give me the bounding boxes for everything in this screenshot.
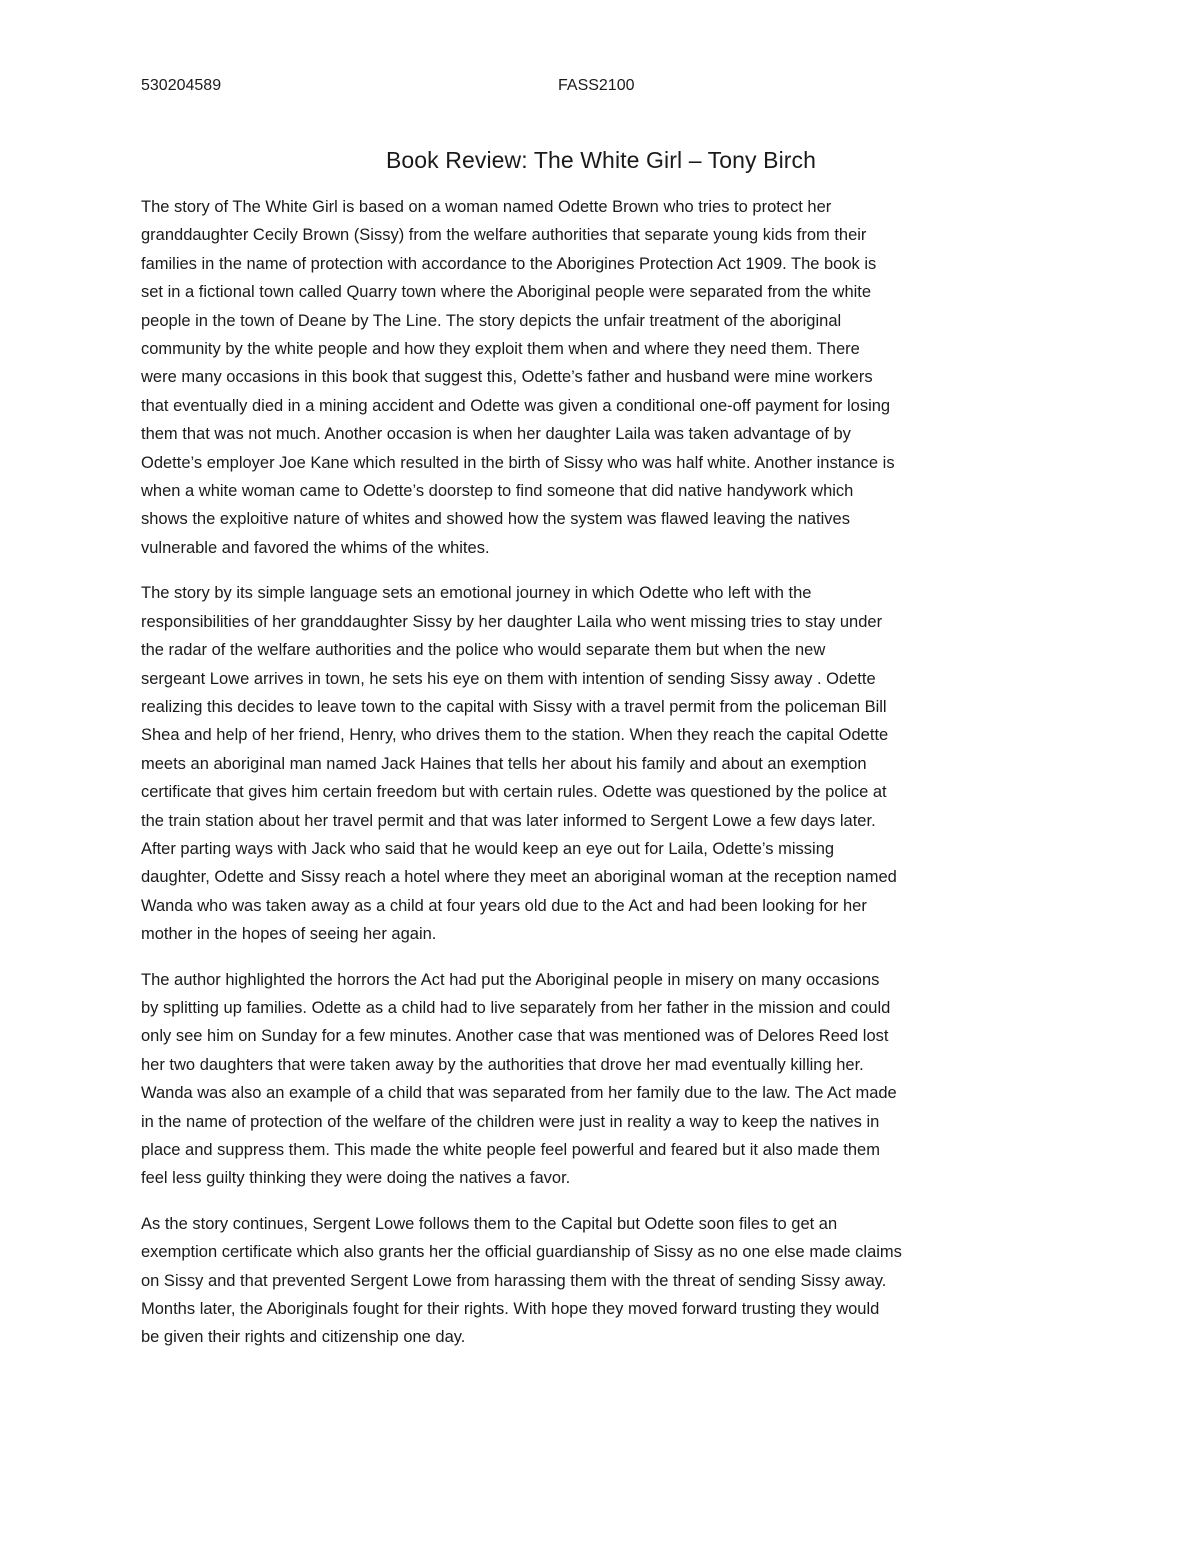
course-code: FASS2100 — [558, 77, 635, 94]
text-line: people in the town of Deane by The Line. The story depicts the unfair treatment of the aboriginal — [141, 311, 842, 330]
text-line: The story by its simple language sets an emotional journey in which Odette who left with the — [141, 584, 812, 603]
text-line: vulnerable and favored the whims of the whites. — [141, 538, 490, 557]
text-line: certificate that gives him certain freedom but with certain rules. Odette was questioned by the police at — [141, 783, 887, 802]
text-line: After parting ways with Jack who said that he would keep an eye out for Laila, Odette’s missing — [141, 839, 835, 858]
body-paragraph — [141, 579, 1061, 948]
text-line: the radar of the welfare authorities and the police who would separate them but when the new — [141, 641, 826, 660]
text-line: only see him on Sunday for a few minutes. Another case that was mentioned was of Delores Reed lost — [141, 1027, 889, 1046]
text-line: her two daughters that were taken away by the authorities that drove her mad eventually killing her. — [141, 1055, 864, 1074]
text-line: Odette’s employer Joe Kane which resulted in the birth of Sissy who was half white. Another instance is — [141, 453, 895, 472]
text-line: Wanda was also an example of a child that was separated from her family due to the law. The Act made — [141, 1084, 897, 1103]
text-line: community by the white people and how they exploit them when and where they need them. There — [141, 340, 860, 359]
text-line: exemption certificate which also grants her the official guardianship of Sissy as no one else made claims — [141, 1243, 902, 1262]
text-line: families in the name of protection with accordance to the Aborigines Protection Act 1909. The book is — [141, 254, 877, 273]
page-header — [141, 75, 1061, 97]
text-line: responsibilities of her granddaughter Sissy by her daughter Laila who went missing tries to stay under — [141, 612, 883, 631]
text-line: in the name of protection of the welfare of the children were just in reality a way to keep the natives in — [141, 1112, 880, 1131]
text-line: sergeant Lowe arrives in town, he sets his eye on them with intention of sending Sissy away . Odette — [141, 669, 876, 688]
text-line: were many occasions in this book that suggest this, Odette’s father and husband were mine workers — [141, 368, 873, 387]
body-paragraph — [141, 1210, 1061, 1352]
text-line: the train station about her travel permit and that was later informed to Sergent Lowe a few days later. — [141, 811, 876, 830]
text-line: The author highlighted the horrors the Act had put the Aboriginal people in misery on many occasions — [141, 970, 880, 989]
text-line: that eventually died in a mining accident and Odette was given a conditional one-off payment for losing — [141, 396, 891, 415]
text-line: by splitting up families. Odette as a child had to live separately from her father in the mission and could — [141, 998, 891, 1017]
text-line: them that was not much. Another occasion is when her daughter Laila was taken advantage of by — [141, 425, 851, 444]
text-line: mother in the hopes of seeing her again. — [141, 925, 437, 944]
text-line: shows the exploitive nature of whites and showed how the system was flawed leaving the natives — [141, 510, 850, 529]
text-line: set in a fictional town called Quarry town where the Aboriginal people were separated from the white — [141, 283, 872, 302]
document-body — [141, 193, 1061, 1369]
text-line: Months later, the Aboriginals fought for their rights. With hope they moved forward trusting they would — [141, 1300, 880, 1319]
text-line: feel less guilty thinking they were doing the natives a favor. — [141, 1169, 571, 1188]
text-line: when a white woman came to Odette’s doorstep to find someone that did native handywork which — [141, 482, 854, 501]
text-line: Shea and help of her friend, Henry, who drives them to the station. When they reach the capital Odette — [141, 726, 889, 745]
text-line: realizing this decides to leave town to the capital with Sissy with a travel permit from the policeman Bill — [141, 697, 887, 716]
body-paragraph — [141, 966, 1061, 1193]
student-id: 530204589 — [141, 77, 222, 94]
text-line: place and suppress them. This made the white people feel powerful and feared but it also made them — [141, 1141, 880, 1159]
text-line: The story of The White Girl is based on a woman named Odette Brown who tries to protect her — [141, 198, 832, 216]
body-paragraph — [141, 193, 1061, 562]
text-line: Wanda who was taken away as a child at four years old due to the Act and had been looking for her — [141, 896, 867, 915]
text-line: daughter, Odette and Sissy reach a hotel where they meet an aboriginal woman at the reception named — [141, 868, 897, 887]
text-line: meets an aboriginal man named Jack Haines that tells her about his family and about an exemption — [141, 754, 867, 773]
document-title: Book Review: The White Girl – Tony Birch — [385, 147, 817, 173]
text-line: As the story continues, Sergent Lowe follows them to the Capital but Odette soon files to get an — [141, 1214, 838, 1233]
text-line: be given their rights and citizenship one day. — [141, 1328, 466, 1347]
text-line: on Sissy and that prevented Sergent Lowe from harassing them with the threat of sending Sissy away. — [141, 1271, 887, 1290]
text-line: granddaughter Cecily Brown (Sissy) from the welfare authorities that separate young kids from their — [141, 226, 867, 245]
